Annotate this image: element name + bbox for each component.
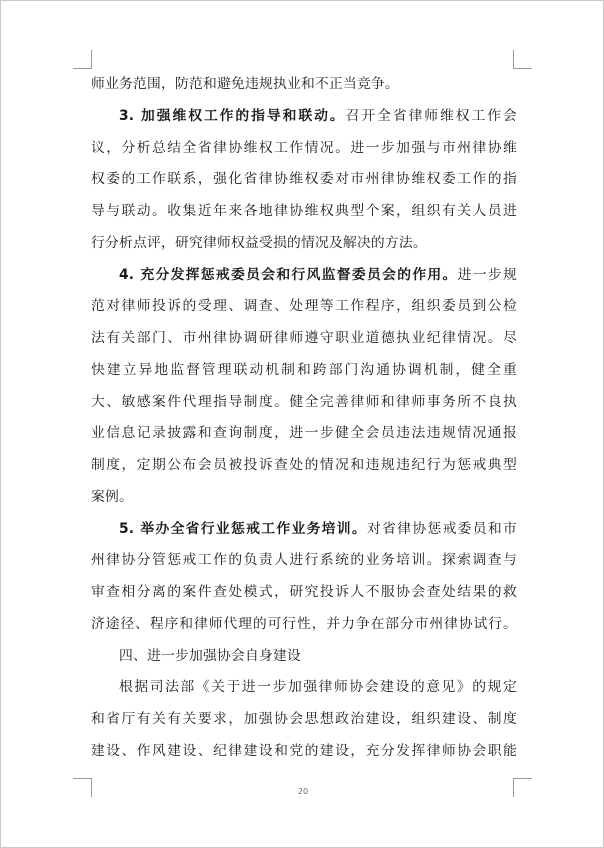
text-line: 大、敏感案件代理指导制度。健全完善律师和律师事务所不良执 [91, 393, 517, 410]
section-heading: 四、进一步加强协会自身建设 [119, 647, 301, 664]
item-3-text: 召开全省律师维权工作会 [345, 107, 517, 124]
text-line: 师业务范围，防范和避免违规执业和不正当竞争。 [91, 76, 399, 92]
item-4-text: 进一步规 [457, 266, 517, 283]
document-body [91, 69, 517, 768]
item-5-heading: 5. 举办全省行业惩戒工作业务培训。 [119, 520, 368, 537]
crop-mark-top-right [513, 50, 532, 69]
text-line: 审查相分离的案件查处模式，研究投诉人不服协会查处结果的救 [91, 584, 517, 600]
text-line: 行分析点评，研究律师权益受损的情况及解决的方法。 [91, 234, 427, 251]
text-line: 州律协分管惩戒工作的负责人进行系统的业务培训。探索调查与 [91, 552, 517, 569]
text-line: 快建立异地监督管理联动机制和跨部门沟通协调机制，健全重 [91, 361, 517, 378]
text-line: 建设、作风建设、纪律建设和党的建设，充分发挥律师协会职能 [91, 742, 517, 759]
text-line: 导与联动。收集近年来各地律协维权典型个案，组织有关人员进 [91, 203, 517, 219]
crop-mark-top-left [73, 50, 92, 69]
item-5-text: 对省律协惩戒委员和市 [367, 520, 517, 537]
item-4-heading: 4. 充分发挥惩戒委员会和行风监督委员会的作用。 [119, 266, 458, 283]
text-line: 济途径、程序和律师代理的可行性，并力争在部分市州律协试行。 [91, 615, 517, 632]
text-line: 根据司法部《关于进一步加强律师协会建设的意见》的规定 [119, 679, 517, 696]
text-line: 权委的工作联系，强化省律协维权委对市州律协维权委工作的指 [91, 171, 517, 188]
text-line: 制度，定期公布会员被投诉查处的情况和违规违纪行为惩戒典型 [91, 457, 517, 473]
item-3-first-line [91, 101, 517, 133]
text-line: 和省厅有关有关要求，加强协会思想政治建设，组织建设、制度 [91, 711, 517, 727]
item-4-first-line [91, 260, 517, 292]
text-line: 业信息记录披露和查询制度，进一步健全会员违法违规情况通报 [91, 425, 517, 442]
item-3-heading: 3. 加强维权工作的指导和联动。 [119, 107, 346, 124]
text-line: 法有关部门、市州律协调研律师遵守职业道德执业纪律情况。尽 [91, 330, 517, 346]
page-number: 20 [297, 787, 309, 796]
text-line: 案例。 [91, 488, 133, 505]
text-line: 议，分析总结全省律协维权工作情况。进一步加强与市州律协维 [91, 139, 517, 156]
item-5-first-line [91, 514, 517, 546]
text-line: 范对律师投诉的受理、调查、处理等工作程序，组织委员到公检 [91, 298, 517, 315]
